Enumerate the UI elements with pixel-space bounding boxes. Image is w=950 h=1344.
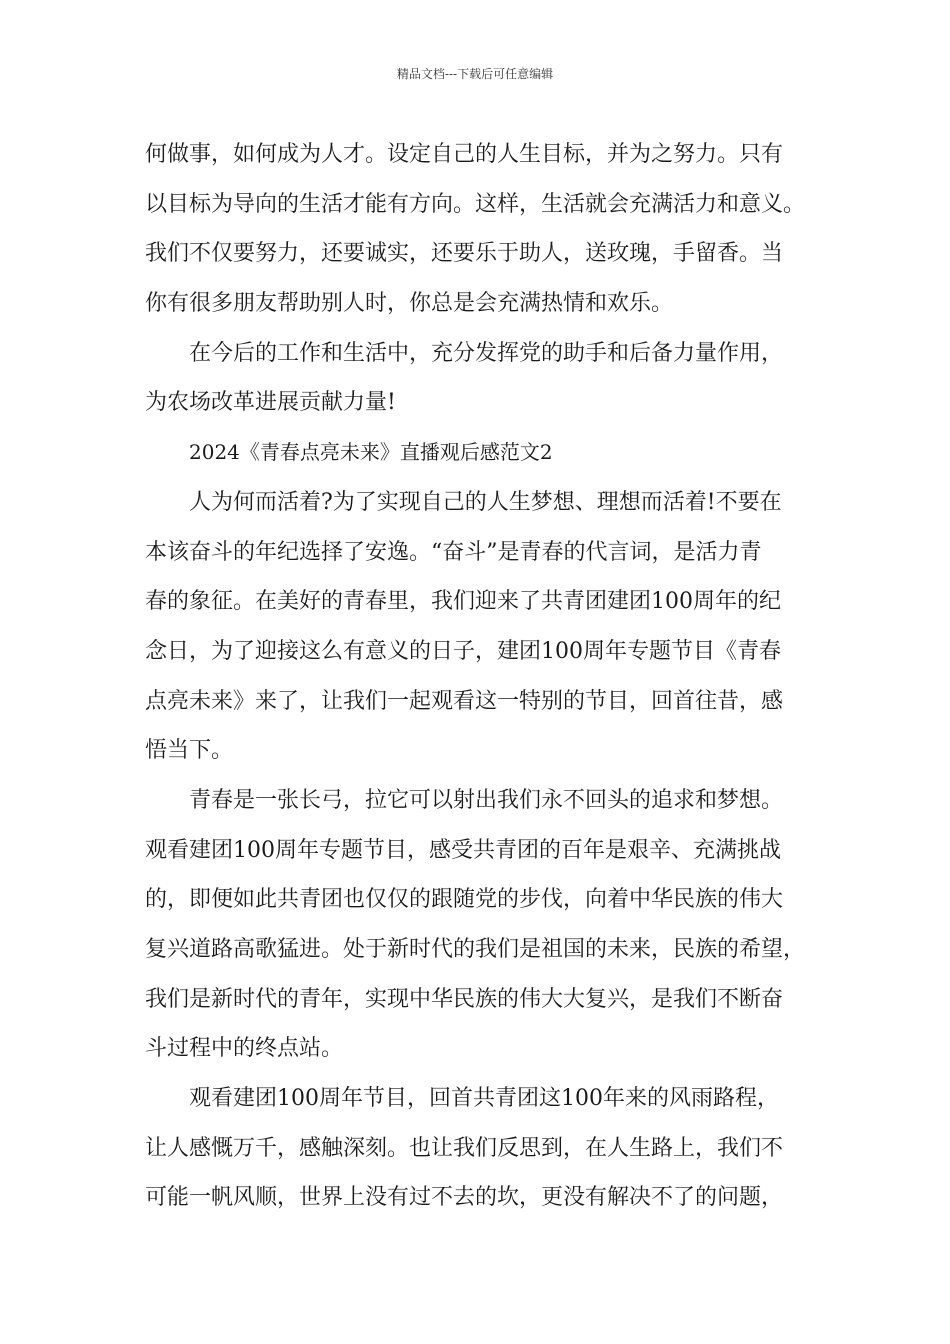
text-line: 以目标为导向的生活才能有方向。这样，生活就会充满活力和意义。 [145,191,806,217]
text-line: 为农场改革进展贡献力量! [145,390,396,416]
text-line: 本该奋斗的年纪选择了安逸。“奋斗”是青春的代言词，是活力青 [145,539,762,565]
text-line: 观看建团100周年节目，回首共青团这100年来的风雨路程， [189,1086,779,1112]
text-line: 人为何而活着?为了实现自己的人生梦想、理想而活着!不要在 [189,489,782,515]
text-line: 青春是一张长弓，拉它可以射出我们永不回头的追求和梦想。 [189,787,784,813]
text-line: 可能一帆风顺，世界上没有过不去的坎，更没有解决不了的问题， [145,1185,784,1211]
text-line: 悟当下。 [145,738,234,764]
text-line: 让人感慨万千，感触深刻。也让我们反思到，在人生路上，我们不 [145,1135,784,1161]
text-line: 在今后的工作和生活中，充分发挥党的助手和后备力量作用， [189,340,784,366]
text-line: 观看建团100周年专题节目，感受共青团的百年是艰辛、充满挑战 [145,837,781,863]
text-line: 复兴道路高歌猛进。处于新时代的我们是祖国的未来，民族的希望， [145,937,806,962]
text-line: 你有很多朋友帮助别人时，你总是会充满热情和欢乐。 [145,291,674,317]
section-heading: 2024《青春点亮未来》直播观后感范文2 [189,440,553,465]
text-line: 春的象征。在美好的青春里，我们迎来了共青团建团100周年的纪 [145,589,781,615]
text-line: 何做事，如何成为人才。设定自己的人生目标，并为之努力。只有 [145,142,784,167]
text-line: 点亮未来》来了，让我们一起观看这一特别的节目，回首往昔，感 [145,688,784,714]
text-line: 我们不仅要努力，还要诚实，还要乐于助人，送玫瑰，手留香。当 [145,241,784,267]
text-line: 念日，为了迎接这么有意义的日子，建团100周年专题节目《青春 [145,638,781,664]
text-line: 的，即便如此共青团也仅仅的跟随党的步伐，向着中华民族的伟大 [145,887,784,913]
page-header: 精品文档---下载后可任意编辑 [396,67,554,81]
document-body [145,130,820,1223]
text-line: 斗过程中的终点站。 [145,1036,344,1062]
text-line: 我们是新时代的青年，实现中华民族的伟大大复兴，是我们不断奋 [145,986,784,1012]
